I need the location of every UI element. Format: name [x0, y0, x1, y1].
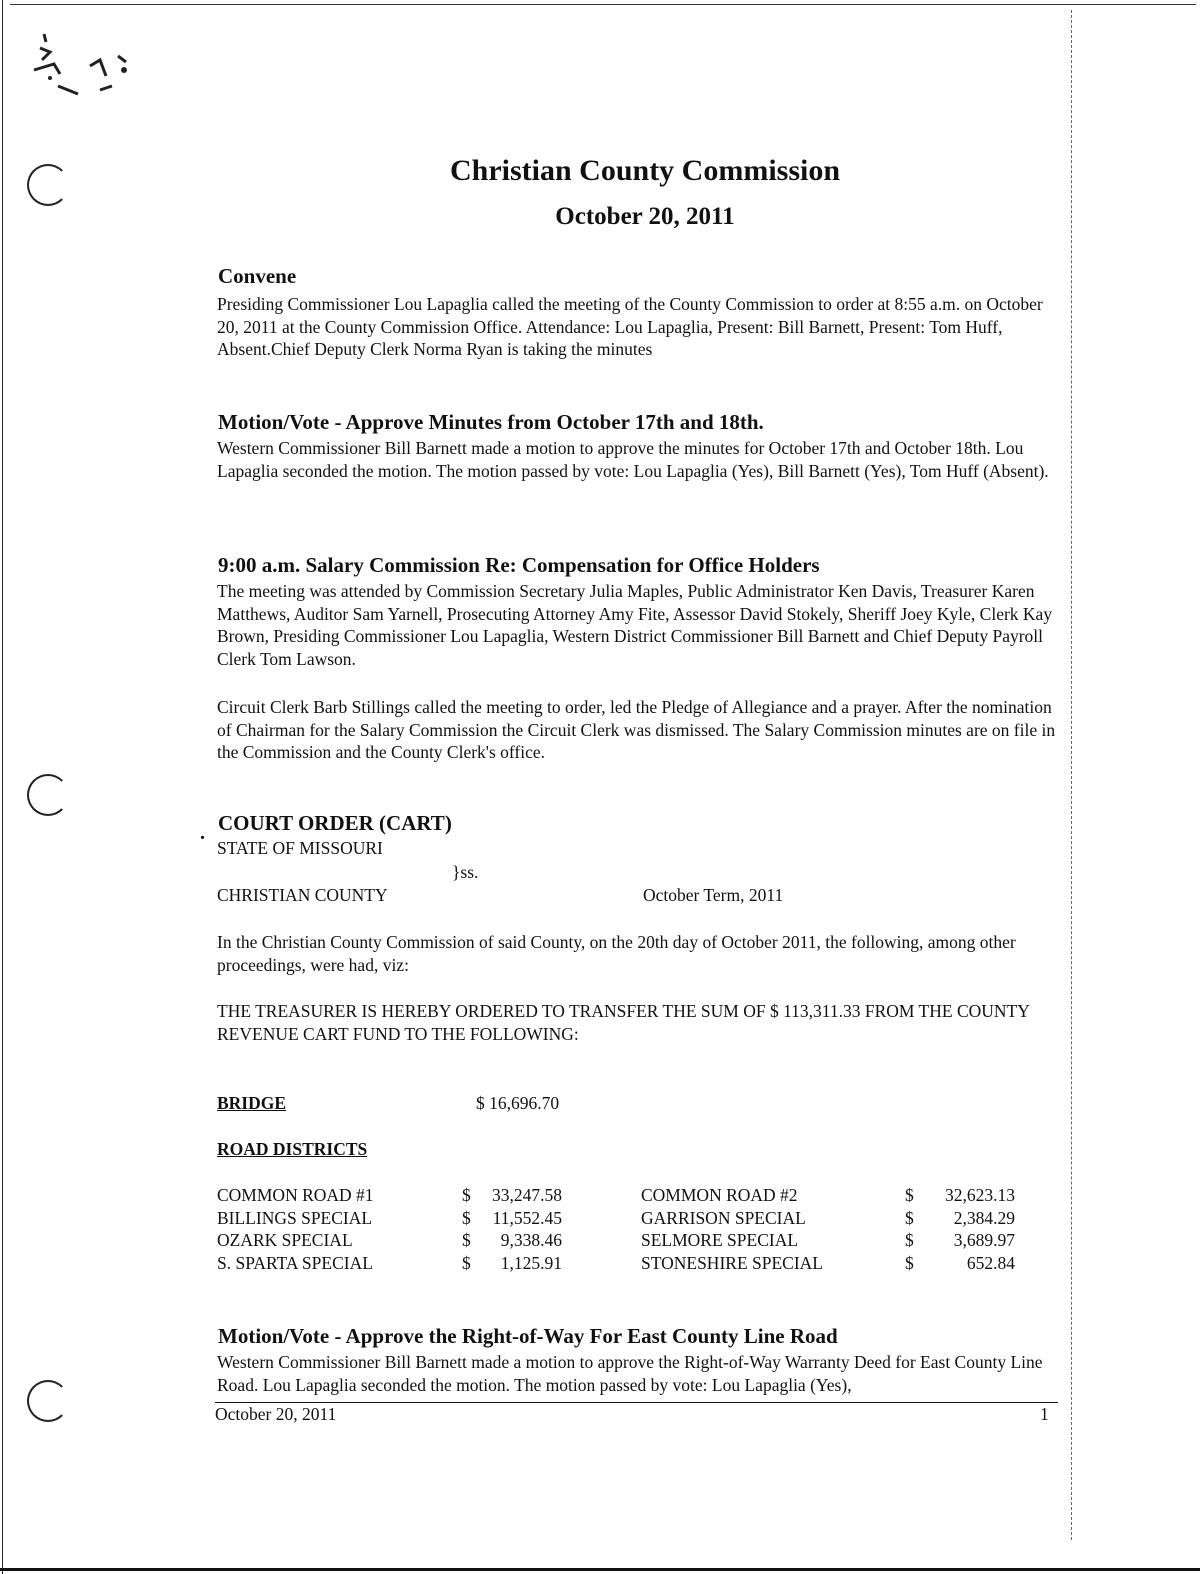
- punch-hole-bottom: [27, 1380, 69, 1422]
- court-order-heading: COURT ORDER (CART): [218, 811, 452, 835]
- road-amount: 11,552.45: [492, 1208, 562, 1228]
- footer-date: October 20, 2011: [215, 1404, 337, 1424]
- salary-body-proceedings: Circuit Clerk Barb Stillings called the meeting to order, led the Pledge of Allegiance and a prayer. After the nomination of Chairman for the Salary Commission the Circuit Clerk was dismissed. The Salary Commission minutes are on file in the Commission and the County Clerk's office.: [217, 697, 1056, 762]
- stray-mark: .: [200, 822, 205, 844]
- scan-edge-bottom: [0, 1568, 1200, 1571]
- road-currency: $: [905, 1208, 914, 1228]
- court-order-state: STATE OF MISSOURI: [217, 838, 383, 858]
- bridge-amount: $ 16,696.70: [476, 1093, 560, 1113]
- road-amount: 2,384.29: [953, 1208, 1015, 1228]
- court-order-term: October Term, 2011: [643, 885, 784, 905]
- salary-heading: 9:00 a.m. Salary Commission Re: Compensation for Office Holders: [218, 553, 820, 577]
- scan-smudge: [30, 30, 140, 110]
- road-name: STONESHIRE SPECIAL: [641, 1253, 823, 1273]
- road-currency: $: [462, 1230, 471, 1250]
- salary-body-attendees: The meeting was attended by Commission Secretary Julia Maples, Public Administrator Ken Davis, Treasurer Karen Matthews, Auditor Sam Yarnell, Prosecuting Attorney Amy Fite, Assessor David Stokely, Sheriff Joey Kyle, Clerk Kay Brown, Presiding Commissioner Lou Lapaglia, Western District Commissioner Bill Barnett and Chief Deputy Payroll Clerk Tom Lawson.: [217, 581, 1053, 669]
- motion-row-body: Western Commissioner Bill Barnett made a motion to approve the Right-of-Way Warranty Deed for East County Line Road. Lou Lapaglia seconded the motion. The motion passed by vote: Lou Lapaglia (Yes),: [217, 1352, 1043, 1395]
- court-order-transfer: THE TREASURER IS HEREBY ORDERED TO TRANSFER THE SUM OF $ 113,311.33 FROM THE COUNTY REVENUE CART FUND TO THE FOLLOWING:: [217, 1001, 1030, 1044]
- road-currency: $: [462, 1208, 471, 1228]
- court-order-county: CHRISTIAN COUNTY: [217, 885, 388, 905]
- road-currency: $: [905, 1230, 914, 1250]
- document-title: Christian County Commission: [449, 154, 841, 187]
- scan-edge-right: [1071, 10, 1072, 1540]
- road-districts-heading: ROAD DISTRICTS: [217, 1139, 368, 1159]
- footer-rule: [215, 1402, 1058, 1403]
- road-currency: $: [462, 1185, 471, 1205]
- road-amount: 1,125.91: [500, 1253, 562, 1273]
- road-currency: $: [462, 1253, 471, 1273]
- motion-row-heading: Motion/Vote - Approve the Right-of-Way For East County Line Road: [218, 1324, 838, 1348]
- road-amount: 9,338.46: [500, 1230, 562, 1250]
- motion-minutes-body: Western Commissioner Bill Barnett made a motion to approve the minutes for October 17th and October 18th. Lou Lapaglia seconded the motion. The motion passed by vote: Lou Lapaglia (Yes), Bill Barnett (Yes), Tom Huff (Absent).: [217, 438, 1049, 481]
- road-name: BILLINGS SPECIAL: [217, 1208, 373, 1228]
- road-name: OZARK SPECIAL: [217, 1230, 353, 1250]
- convene-heading: Convene: [218, 264, 297, 288]
- scan-edge-top: [10, 4, 1196, 5]
- motion-minutes-heading: Motion/Vote - Approve Minutes from October 17th and 18th.: [218, 410, 764, 434]
- road-amount: 32,623.13: [945, 1185, 1015, 1205]
- punch-hole-middle: [27, 774, 69, 816]
- bridge-label: BRIDGE: [217, 1093, 287, 1113]
- road-name: GARRISON SPECIAL: [641, 1208, 806, 1228]
- road-currency: $: [905, 1253, 914, 1273]
- court-order-intro: In the Christian County Commission of said County, on the 20th day of October 2011, the following, among other proceedings, were had, viz:: [217, 932, 1016, 975]
- page-number: 1: [1040, 1404, 1049, 1424]
- road-name: S. SPARTA SPECIAL: [217, 1253, 373, 1273]
- convene-body: Presiding Commissioner Lou Lapaglia called the meeting of the County Commission to order at 8:55 a.m. on October 20, 2011 at the County Commission Office. Attendance: Lou Lapaglia, Present: Bill Barnett, Present: Tom Huff, Absent.Chief Deputy Clerk Norma Ryan is taking the minutes: [217, 294, 1043, 359]
- road-amount: 3,689.97: [953, 1230, 1015, 1250]
- road-amount: 652.84: [966, 1253, 1015, 1273]
- road-name: COMMON ROAD #2: [641, 1185, 798, 1205]
- road-name: SELMORE SPECIAL: [641, 1230, 799, 1250]
- road-name: COMMON ROAD #1: [217, 1185, 374, 1205]
- scan-edge-left: [2, 0, 3, 1574]
- document-date: October 20, 2011: [555, 203, 735, 230]
- court-order-ss: }ss.: [452, 862, 479, 882]
- road-currency: $: [905, 1185, 914, 1205]
- road-amount: 33,247.58: [492, 1185, 562, 1205]
